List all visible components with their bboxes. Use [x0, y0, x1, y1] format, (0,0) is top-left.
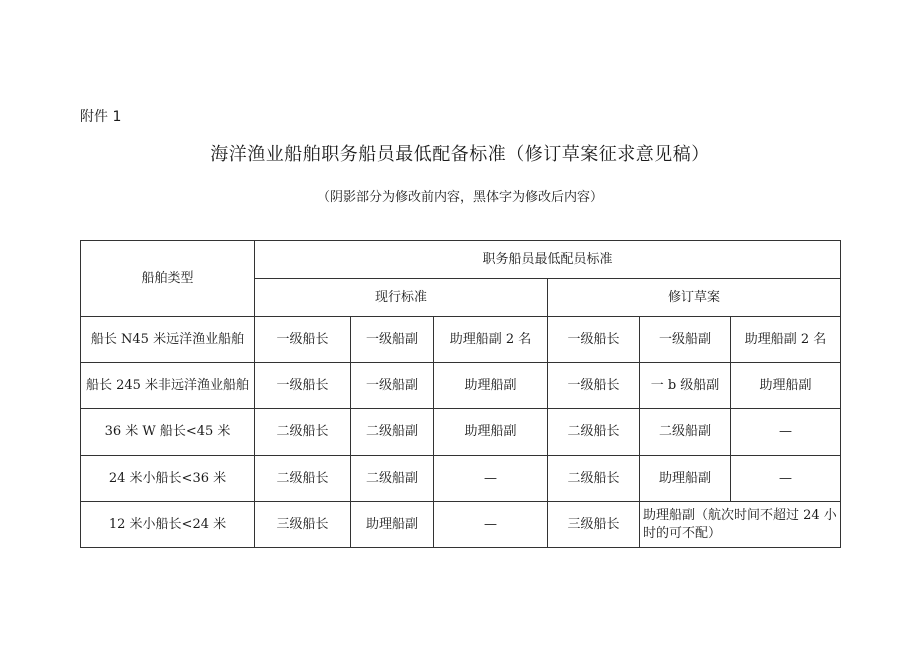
current-captain-cell: 二级船长	[255, 456, 351, 502]
vessel-type-cell: 24 米小船长<36 米	[81, 456, 255, 502]
revised-captain-cell: 二级船长	[548, 409, 640, 456]
table-row	[81, 317, 841, 363]
revised-assistant-cell: 助理船副	[731, 363, 841, 409]
current-mate-cell: 二级船副	[351, 409, 434, 456]
revised-note-cell: 助理船副（航次时间不超过 24 小时的可不配）	[640, 502, 841, 548]
vessel-type-cell: 船长 N45 米远洋渔业船舶	[81, 317, 255, 363]
revised-captain-cell: 二级船长	[548, 456, 640, 502]
current-assistant-cell: 助理船副 2 名	[434, 317, 548, 363]
table-row	[81, 456, 841, 502]
table-header-row	[81, 241, 841, 279]
header-vessel-type: 船舶类型	[81, 241, 255, 317]
document-title: 海洋渔业船舶职务船员最低配备标准（修订草案征求意见稿）	[210, 144, 710, 165]
attachment-label: 附件 1	[80, 109, 122, 125]
current-assistant-cell: 助理船副	[434, 409, 548, 456]
revised-captain-cell: 三级船长	[548, 502, 640, 548]
current-captain-cell: 一级船长	[255, 317, 351, 363]
current-assistant-cell: —	[434, 456, 548, 502]
header-current-standard: 现行标准	[255, 279, 548, 317]
table-row	[81, 502, 841, 548]
revised-mate-cell: 助理船副	[640, 456, 731, 502]
current-mate-cell: 二级船副	[351, 456, 434, 502]
revised-assistant-cell: 助理船副 2 名	[731, 317, 841, 363]
header-revised-draft: 修订草案	[548, 279, 841, 317]
current-captain-cell: 一级船长	[255, 363, 351, 409]
table-row	[81, 409, 841, 456]
revised-mate-cell: 一 b 级船副	[640, 363, 731, 409]
current-mate-cell: 助理船副	[351, 502, 434, 548]
vessel-type-cell: 12 米小船长<24 米	[81, 502, 255, 548]
current-captain-cell: 三级船长	[255, 502, 351, 548]
header-min-crew: 职务船员最低配员标准	[255, 241, 841, 279]
revised-mate-cell: 一级船副	[640, 317, 731, 363]
current-mate-cell: 一级船副	[351, 317, 434, 363]
current-assistant-cell: —	[434, 502, 548, 548]
crew-standard-table	[80, 240, 841, 548]
current-assistant-cell: 助理船副	[434, 363, 548, 409]
revised-mate-cell: 二级船副	[640, 409, 731, 456]
current-captain-cell: 二级船长	[255, 409, 351, 456]
document-subtitle: （阴影部分为修改前内容，黑体字为修改后内容）	[316, 190, 603, 205]
current-mate-cell: 一级船副	[351, 363, 434, 409]
vessel-type-cell: 36 米 W 船长<45 米	[81, 409, 255, 456]
revised-assistant-cell: —	[731, 456, 841, 502]
vessel-type-cell: 船长 245 米非远洋渔业船舶	[81, 363, 255, 409]
revised-assistant-cell: —	[731, 409, 841, 456]
table-row	[81, 363, 841, 409]
revised-captain-cell: 一级船长	[548, 317, 640, 363]
revised-captain-cell: 一级船长	[548, 363, 640, 409]
